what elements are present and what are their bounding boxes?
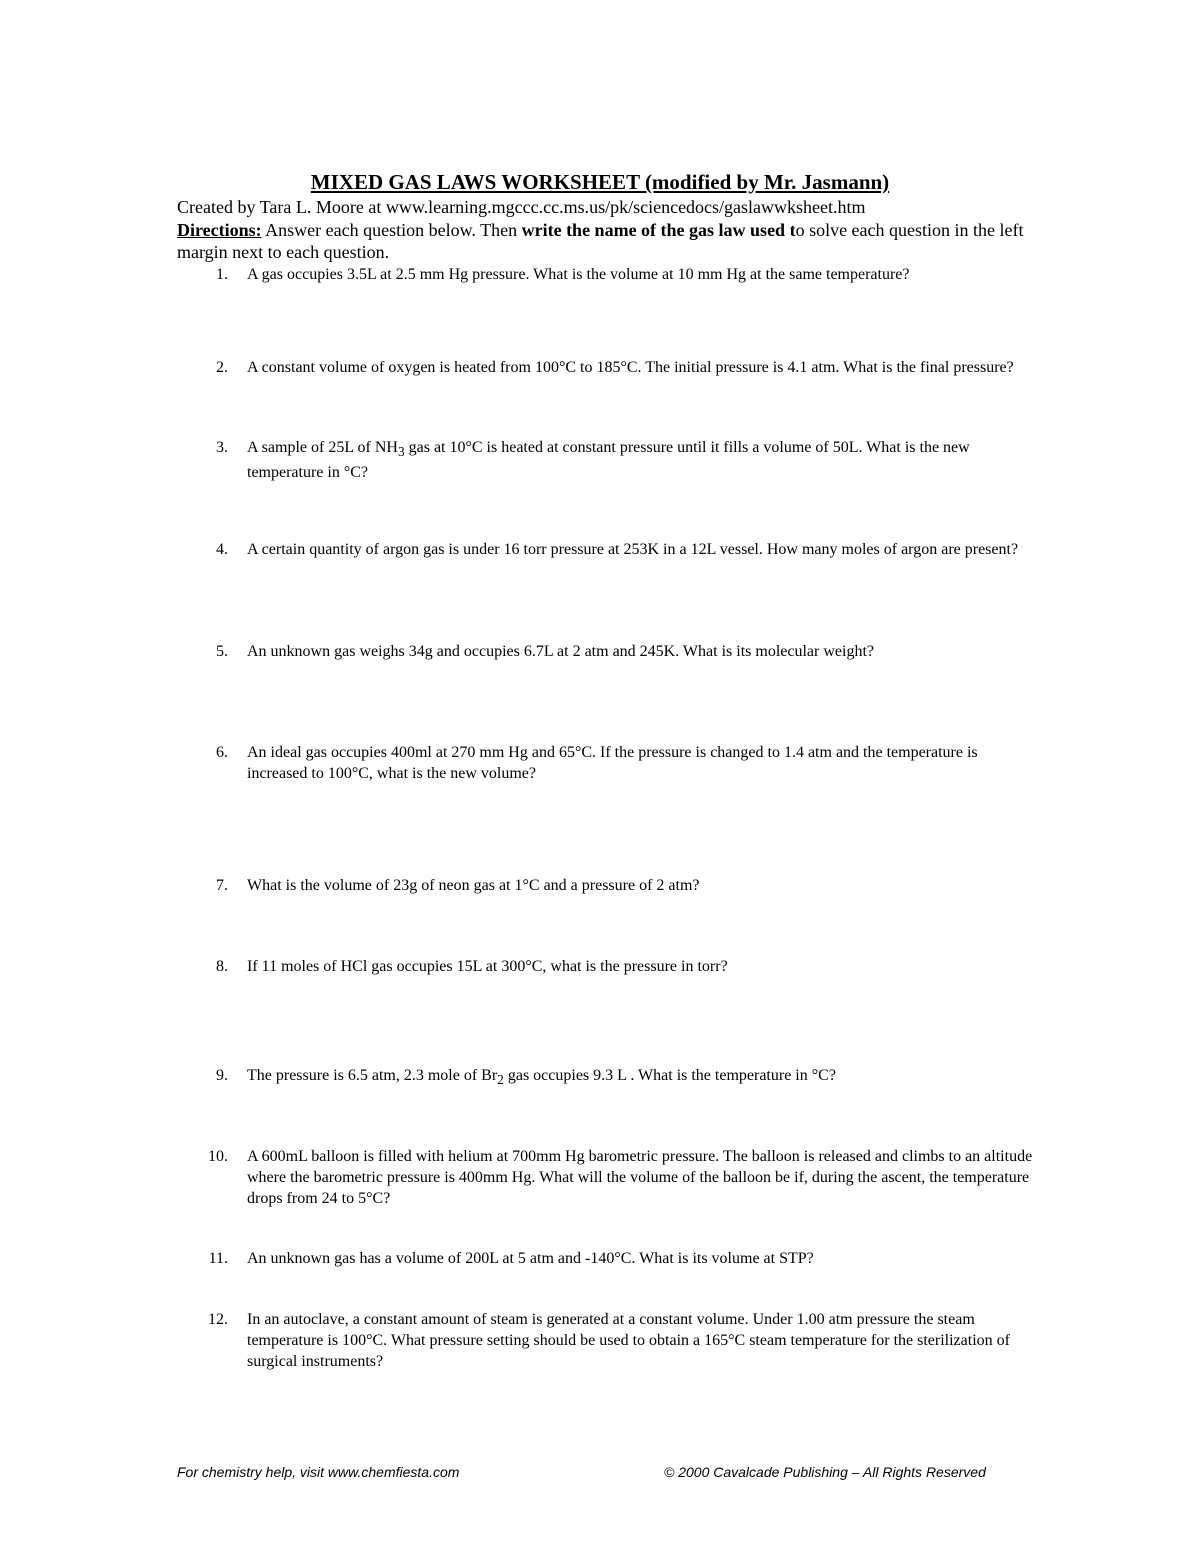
question-number: 8.	[216, 958, 228, 975]
question-number: 4.	[216, 541, 228, 558]
question-number: 2.	[216, 359, 228, 376]
question-text: In an autoclave, a constant amount of steam is generated at a constant volume. Under 1.00 atm pressure the steam temperature is 100°C. What pressure setting should be used to obtain a 165°C steam temperature for the sterilization of surgical instruments?	[247, 1311, 1010, 1370]
question-number: 10.	[208, 1148, 228, 1165]
created-by-line: Created by Tara L. Moore at www.learning.mgccc.cc.ms.us/pk/sciencedocs/gaslawwksheet.htm	[177, 197, 866, 217]
subscript: 2	[497, 1072, 504, 1088]
directions-label: Directions:	[177, 220, 262, 240]
question-text-b: gas at 10°C is heated at constant pressure until it fills a volume of 50L. What is the new temperature in °C?	[247, 439, 970, 482]
question-text	[247, 1065, 1037, 1090]
footer-copyright: © 2000 Cavalcade Publishing – All Rights Reserved	[664, 1464, 986, 1480]
question-number: 9.	[216, 1067, 228, 1084]
directions-emphasis: write the name of the gas law used t	[521, 220, 796, 240]
question-number: 3.	[216, 439, 228, 456]
subscript: 3	[397, 444, 405, 460]
question-text-a: The pressure is 6.5 atm, 2.3 mole of Br	[247, 1067, 498, 1084]
directions-text-1: Answer each question below. Then	[261, 220, 522, 240]
question-text: A 600mL balloon is filled with helium at 700mm Hg barometric pressure. The balloon is released and climbs to an altitude where the barometric pressure is 400mm Hg. What will the volume of the balloon be if, during the ascent, the temperature drops from 24 to 5°C?	[247, 1148, 1033, 1207]
question-number: 12.	[208, 1311, 228, 1328]
question-number: 1.	[216, 266, 228, 283]
question-text-b: gas occupies 9.3 L . What is the temperature in °C?	[503, 1067, 836, 1084]
question-text: A certain quantity of argon gas is under 16 torr pressure at 253K in a 12L vessel. How many moles of argon are present?	[247, 541, 1019, 558]
question-text: An ideal gas occupies 400ml at 270 mm Hg and 65°C. If the pressure is changed to 1.4 atm and the temperature is increased to 100°C, what is the new volume?	[247, 744, 978, 782]
question-number: 11.	[208, 1250, 228, 1267]
question-text: What is the volume of 23g of neon gas at 1°C and a pressure of 2 atm?	[247, 877, 700, 894]
question-text: If 11 moles of HCl gas occupies 15L at 300°C, what is the pressure in torr?	[247, 958, 728, 975]
directions	[177, 219, 1057, 263]
question-text: A gas occupies 3.5L at 2.5 mm Hg pressure. What is the volume at 10 mm Hg at the same temperature?	[247, 266, 910, 283]
question-text	[247, 437, 1037, 483]
footer-help-text: For chemistry help, visit www.chemfiesta.com	[177, 1464, 460, 1480]
question-number: 7.	[216, 877, 228, 894]
question-text: An unknown gas weighs 34g and occupies 6.7L at 2 atm and 245K. What is its molecular weight?	[247, 643, 874, 660]
question-text-a: A sample of 25L of NH	[247, 439, 398, 456]
question-number: 5.	[216, 643, 228, 660]
question-text: A constant volume of oxygen is heated from 100°C to 185°C. The initial pressure is 4.1 atm. What is the final pressure?	[247, 359, 1014, 376]
question-number: 6.	[216, 744, 228, 761]
directions-text-2: o solve each question in the left margin next to each question.	[177, 220, 1024, 262]
question-text: An unknown gas has a volume of 200L at 5 atm and -140°C. What is its volume at STP?	[247, 1250, 814, 1267]
worksheet-title: MIXED GAS LAWS WORKSHEET (modified by Mr. Jasmann)	[310, 170, 890, 194]
